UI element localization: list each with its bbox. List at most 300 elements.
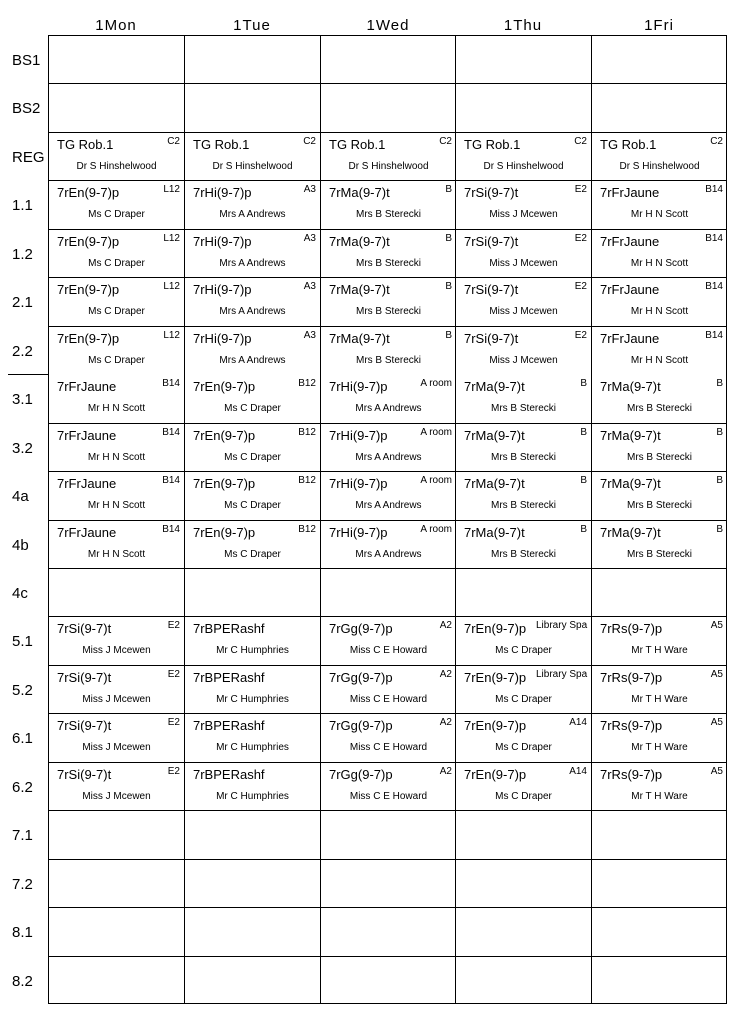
teacher-name: Dr S Hinshelwood — [348, 161, 429, 172]
room-label: B — [580, 475, 587, 486]
lesson-cell — [49, 133, 184, 181]
teacher-name: Ms C Draper — [495, 694, 552, 705]
subject-label: 7rSi(9-7)t — [464, 282, 519, 297]
teacher-name: Mrs A Andrews — [355, 452, 422, 463]
subject-label: 7rRs(9-7)p — [600, 621, 663, 636]
teacher-name: Mrs A Andrews — [355, 549, 422, 560]
subject-label: 7rSi(9-7)t — [57, 767, 112, 782]
room-label: A room — [420, 475, 452, 486]
empty-cell — [321, 811, 456, 859]
teacher-name: Mrs A Andrews — [219, 209, 286, 220]
teacher-name: Dr S Hinshelwood — [76, 161, 157, 172]
room-label: E2 — [167, 717, 180, 728]
room-label: A room — [420, 378, 452, 389]
period-label: 4b — [12, 537, 29, 554]
teacher-name: Mrs B Sterecki — [490, 549, 556, 560]
day-header: 1Fri — [644, 17, 674, 34]
teacher-name: Dr S Hinshelwood — [212, 161, 293, 172]
empty-cell — [456, 908, 591, 956]
room-label: E2 — [167, 620, 180, 631]
subject-label: 7rBPERashf — [193, 621, 265, 636]
lesson-cell — [456, 763, 591, 811]
room-label: A2 — [439, 717, 452, 728]
subject-label: 7rMa(9-7)t — [464, 428, 525, 443]
lesson-cell — [49, 666, 184, 714]
subject-label: 7rRs(9-7)p — [600, 670, 663, 685]
teacher-name: Dr S Hinshelwood — [619, 161, 700, 172]
lesson-cell — [321, 230, 456, 278]
room-label: A3 — [303, 184, 316, 195]
room-label: C2 — [439, 136, 452, 147]
lesson-cell — [321, 521, 456, 569]
room-label: C2 — [303, 136, 316, 147]
subject-label: 7rEn(9-7)p — [464, 621, 527, 636]
teacher-name: Mrs B Sterecki — [490, 452, 556, 463]
teacher-name: Mrs B Sterecki — [355, 209, 421, 220]
teacher-name: Mrs B Sterecki — [626, 500, 692, 511]
room-label: E2 — [574, 330, 587, 341]
subject-label: 7rMa(9-7)t — [329, 282, 390, 297]
teacher-name: Mr H N Scott — [630, 306, 689, 317]
lesson-cell — [592, 521, 727, 569]
subject-label: TG Rob.1 — [57, 137, 114, 152]
subject-label: 7rFrJaune — [600, 185, 660, 200]
subject-label: 7rSi(9-7)t — [57, 670, 112, 685]
subject-label: TG Rob.1 — [193, 137, 250, 152]
subject-label: 7rSi(9-7)t — [57, 621, 112, 636]
subject-label: 7rFrJaune — [600, 282, 660, 297]
teacher-name: Mrs B Sterecki — [355, 355, 421, 366]
room-label: B14 — [705, 233, 723, 244]
empty-cell — [321, 84, 456, 132]
period-label: 1.1 — [12, 197, 33, 214]
teacher-name: Ms C Draper — [495, 742, 552, 753]
lesson-cell — [456, 327, 591, 375]
room-label: A2 — [439, 669, 452, 680]
subject-label: 7rSi(9-7)t — [57, 718, 112, 733]
empty-cell — [185, 908, 320, 956]
teacher-name: Mrs B Sterecki — [626, 452, 692, 463]
teacher-name: Ms C Draper — [88, 355, 145, 366]
period-label: 6.1 — [12, 730, 33, 747]
lesson-cell — [185, 278, 320, 326]
subject-label: TG Rob.1 — [464, 137, 521, 152]
subject-label: 7rHi(9-7)p — [193, 331, 252, 346]
teacher-name: Ms C Draper — [88, 258, 145, 269]
subject-label: 7rHi(9-7)p — [193, 234, 252, 249]
lesson-cell — [592, 666, 727, 714]
subject-label: 7rGg(9-7)p — [329, 670, 393, 685]
lesson-cell — [592, 375, 727, 423]
lesson-cell — [185, 181, 320, 229]
room-label: B12 — [298, 475, 316, 486]
empty-cell — [321, 957, 456, 1005]
room-label: A2 — [439, 620, 452, 631]
teacher-name: Mr H N Scott — [87, 549, 146, 560]
subject-label: 7rMa(9-7)t — [329, 234, 390, 249]
period-label: 8.2 — [12, 973, 33, 990]
subject-label: 7rEn(9-7)p — [464, 670, 527, 685]
teacher-name: Miss C E Howard — [349, 694, 428, 705]
teacher-name: Miss J Mcewen — [82, 694, 151, 705]
subject-label: 7rEn(9-7)p — [57, 234, 120, 249]
room-label: L12 — [163, 281, 180, 292]
room-label: B — [716, 378, 723, 389]
room-label: A3 — [303, 281, 316, 292]
teacher-name: Miss J Mcewen — [82, 645, 151, 656]
lesson-cell — [592, 133, 727, 181]
subject-label: 7rBPERashf — [193, 718, 265, 733]
lesson-cell — [49, 181, 184, 229]
room-label: A5 — [710, 620, 723, 631]
empty-cell — [321, 860, 456, 908]
teacher-name: Mrs A Andrews — [355, 500, 422, 511]
empty-cell — [321, 36, 456, 84]
room-label: Library Spa — [536, 669, 588, 680]
period-label: 1.2 — [12, 246, 33, 263]
period-label: 5.1 — [12, 633, 33, 650]
empty-cell — [185, 860, 320, 908]
room-label: C2 — [574, 136, 587, 147]
lesson-cell — [49, 327, 184, 375]
room-label: L12 — [163, 233, 180, 244]
subject-label: 7rEn(9-7)p — [57, 185, 120, 200]
period-label: 5.2 — [12, 682, 33, 699]
lesson-cell — [185, 327, 320, 375]
teacher-name: Miss J Mcewen — [82, 791, 151, 802]
room-label: L12 — [163, 184, 180, 195]
teacher-name: Ms C Draper — [495, 645, 552, 656]
lesson-cell — [185, 424, 320, 472]
subject-label: 7rFrJaune — [57, 428, 117, 443]
period-label: 7.2 — [12, 876, 33, 893]
lesson-cell — [592, 181, 727, 229]
teacher-name: Mr H N Scott — [87, 403, 146, 414]
lesson-cell — [185, 763, 320, 811]
teacher-name: Mrs B Sterecki — [355, 258, 421, 269]
room-label: E2 — [574, 233, 587, 244]
lesson-cell — [49, 472, 184, 520]
room-label: B12 — [298, 427, 316, 438]
room-label: A3 — [303, 330, 316, 341]
room-label: A5 — [710, 669, 723, 680]
period-label: 8.1 — [12, 924, 33, 941]
room-label: B12 — [298, 378, 316, 389]
teacher-name: Ms C Draper — [88, 209, 145, 220]
room-label: L12 — [163, 330, 180, 341]
room-label: A5 — [710, 717, 723, 728]
room-label: A room — [420, 427, 452, 438]
day-header: 1Wed — [366, 17, 410, 34]
lesson-cell — [456, 133, 591, 181]
room-label: B — [580, 524, 587, 535]
subject-label: 7rMa(9-7)t — [329, 331, 390, 346]
teacher-name: Mrs A Andrews — [355, 403, 422, 414]
lesson-cell — [592, 714, 727, 762]
lesson-cell — [456, 472, 591, 520]
room-label: C2 — [167, 136, 180, 147]
room-label: A5 — [710, 766, 723, 777]
room-label: A2 — [439, 766, 452, 777]
lesson-cell — [456, 375, 591, 423]
subject-label: 7rRs(9-7)p — [600, 718, 663, 733]
lesson-cell — [456, 666, 591, 714]
room-label: B14 — [162, 427, 180, 438]
period-label: 2.1 — [12, 294, 33, 311]
empty-cell — [185, 811, 320, 859]
teacher-name: Miss J Mcewen — [489, 209, 558, 220]
subject-label: 7rEn(9-7)p — [57, 331, 120, 346]
room-label: B14 — [705, 184, 723, 195]
teacher-name: Mr C Humphries — [216, 694, 289, 705]
subject-label: 7rEn(9-7)p — [57, 282, 120, 297]
subject-label: 7rMa(9-7)t — [329, 185, 390, 200]
subject-label: 7rEn(9-7)p — [464, 767, 527, 782]
room-label: E2 — [574, 184, 587, 195]
empty-cell — [49, 811, 184, 859]
period-label: 3.2 — [12, 440, 33, 457]
subject-label: 7rMa(9-7)t — [600, 379, 661, 394]
lesson-cell — [185, 230, 320, 278]
period-label: 7.1 — [12, 827, 33, 844]
lesson-cell — [185, 521, 320, 569]
empty-cell — [456, 811, 591, 859]
subject-label: 7rBPERashf — [193, 767, 265, 782]
room-label: B — [716, 475, 723, 486]
room-label: B — [445, 233, 452, 244]
subject-label: TG Rob.1 — [329, 137, 386, 152]
teacher-name: Mr H N Scott — [87, 452, 146, 463]
teacher-name: Mrs B Sterecki — [355, 306, 421, 317]
empty-cell — [185, 957, 320, 1005]
lesson-cell — [321, 472, 456, 520]
teacher-name: Ms C Draper — [88, 306, 145, 317]
subject-label: 7rHi(9-7)p — [329, 476, 388, 491]
lesson-cell — [49, 424, 184, 472]
row-divider — [8, 374, 48, 375]
period-label: 4a — [12, 488, 29, 505]
subject-label: 7rSi(9-7)t — [464, 331, 519, 346]
subject-label: 7rEn(9-7)p — [193, 428, 256, 443]
subject-label: 7rFrJaune — [57, 476, 117, 491]
lesson-cell — [456, 424, 591, 472]
subject-label: 7rGg(9-7)p — [329, 621, 393, 636]
room-label: E2 — [167, 669, 180, 680]
empty-cell — [592, 84, 727, 132]
room-label: A14 — [569, 717, 587, 728]
subject-label: 7rBPERashf — [193, 670, 265, 685]
teacher-name: Mr T H Ware — [631, 742, 688, 753]
empty-cell — [49, 84, 184, 132]
lesson-cell — [321, 133, 456, 181]
subject-label: 7rMa(9-7)t — [600, 428, 661, 443]
teacher-name: Mr T H Ware — [631, 645, 688, 656]
empty-cell — [321, 908, 456, 956]
teacher-name: Dr S Hinshelwood — [483, 161, 564, 172]
lesson-cell — [49, 763, 184, 811]
teacher-name: Mr H N Scott — [630, 355, 689, 366]
room-label: Library Spa — [536, 620, 588, 631]
room-label: B — [716, 524, 723, 535]
teacher-name: Ms C Draper — [495, 791, 552, 802]
room-label: C2 — [710, 136, 723, 147]
teacher-name: Mrs B Sterecki — [626, 403, 692, 414]
teacher-name: Mrs B Sterecki — [626, 549, 692, 560]
teacher-name: Ms C Draper — [224, 403, 281, 414]
subject-label: 7rEn(9-7)p — [193, 476, 256, 491]
teacher-name: Miss J Mcewen — [82, 742, 151, 753]
subject-label: 7rHi(9-7)p — [193, 185, 252, 200]
subject-label: 7rFrJaune — [600, 234, 660, 249]
lesson-cell — [456, 181, 591, 229]
subject-label: 7rFrJaune — [57, 525, 117, 540]
teacher-name: Mr C Humphries — [216, 645, 289, 656]
subject-label: 7rGg(9-7)p — [329, 718, 393, 733]
lesson-cell — [49, 278, 184, 326]
room-label: B — [580, 427, 587, 438]
subject-label: 7rRs(9-7)p — [600, 767, 663, 782]
lesson-cell — [456, 617, 591, 665]
lesson-cell — [185, 472, 320, 520]
subject-label: 7rEn(9-7)p — [193, 379, 256, 394]
empty-cell — [49, 36, 184, 84]
teacher-name: Mr C Humphries — [216, 742, 289, 753]
lesson-cell — [592, 472, 727, 520]
subject-label: 7rEn(9-7)p — [464, 718, 527, 733]
empty-cell — [185, 569, 320, 617]
lesson-cell — [321, 375, 456, 423]
empty-cell — [592, 908, 727, 956]
empty-cell — [592, 811, 727, 859]
room-label: E2 — [167, 766, 180, 777]
room-label: E2 — [574, 281, 587, 292]
lesson-cell — [321, 617, 456, 665]
day-header: 1Thu — [503, 17, 543, 34]
room-label: B — [580, 378, 587, 389]
empty-cell — [456, 569, 591, 617]
lesson-cell — [49, 375, 184, 423]
empty-cell — [592, 957, 727, 1005]
teacher-name: Mrs B Sterecki — [490, 403, 556, 414]
empty-cell — [592, 860, 727, 908]
teacher-name: Ms C Draper — [224, 500, 281, 511]
empty-cell — [49, 957, 184, 1005]
empty-cell — [456, 36, 591, 84]
room-label: B12 — [298, 524, 316, 535]
subject-label: 7rGg(9-7)p — [329, 767, 393, 782]
empty-cell — [456, 957, 591, 1005]
subject-label: 7rHi(9-7)p — [329, 428, 388, 443]
teacher-name: Ms C Draper — [224, 549, 281, 560]
subject-label: 7rMa(9-7)t — [464, 379, 525, 394]
period-label: 6.2 — [12, 779, 33, 796]
lesson-cell — [321, 327, 456, 375]
lesson-cell — [592, 327, 727, 375]
teacher-name: Miss J Mcewen — [489, 355, 558, 366]
lesson-cell — [49, 714, 184, 762]
teacher-name: Mr C Humphries — [216, 791, 289, 802]
teacher-name: Mr T H Ware — [631, 694, 688, 705]
teacher-name: Mrs A Andrews — [219, 355, 286, 366]
lesson-cell — [456, 714, 591, 762]
lesson-cell — [592, 617, 727, 665]
lesson-cell — [592, 230, 727, 278]
lesson-cell — [321, 763, 456, 811]
day-header: 1Tue — [233, 17, 271, 34]
subject-label: 7rMa(9-7)t — [464, 476, 525, 491]
room-label: B — [716, 427, 723, 438]
lesson-cell — [185, 133, 320, 181]
teacher-name: Miss J Mcewen — [489, 258, 558, 269]
lesson-cell — [49, 230, 184, 278]
teacher-name: Mrs A Andrews — [219, 258, 286, 269]
period-label: REG — [12, 149, 45, 166]
room-label: B14 — [162, 378, 180, 389]
teacher-name: Miss C E Howard — [349, 742, 428, 753]
empty-cell — [49, 908, 184, 956]
teacher-name: Mrs B Sterecki — [490, 500, 556, 511]
teacher-name: Miss J Mcewen — [489, 306, 558, 317]
empty-cell — [49, 569, 184, 617]
subject-label: 7rHi(9-7)p — [193, 282, 252, 297]
empty-cell — [49, 860, 184, 908]
empty-cell — [185, 36, 320, 84]
lesson-cell — [321, 424, 456, 472]
room-label: A14 — [569, 766, 587, 777]
room-label: B14 — [162, 524, 180, 535]
teacher-name: Ms C Draper — [224, 452, 281, 463]
subject-label: 7rSi(9-7)t — [464, 185, 519, 200]
subject-label: 7rMa(9-7)t — [600, 525, 661, 540]
lesson-cell — [185, 617, 320, 665]
empty-cell — [321, 569, 456, 617]
lesson-cell — [185, 666, 320, 714]
period-label: 4c — [12, 585, 28, 602]
period-label: BS1 — [12, 52, 41, 69]
empty-cell — [456, 84, 591, 132]
lesson-cell — [321, 278, 456, 326]
lesson-cell — [592, 424, 727, 472]
subject-label: TG Rob.1 — [600, 137, 657, 152]
room-label: A3 — [303, 233, 316, 244]
subject-label: 7rMa(9-7)t — [464, 525, 525, 540]
teacher-name: Mr H N Scott — [630, 258, 689, 269]
teacher-name: Miss C E Howard — [349, 791, 428, 802]
lesson-cell — [321, 714, 456, 762]
lesson-cell — [456, 278, 591, 326]
teacher-name: Mr T H Ware — [631, 791, 688, 802]
teacher-name: Mr H N Scott — [87, 500, 146, 511]
lesson-cell — [185, 714, 320, 762]
empty-cell — [592, 36, 727, 84]
room-label: B — [445, 281, 452, 292]
subject-label: 7rHi(9-7)p — [329, 525, 388, 540]
period-label: 3.1 — [12, 391, 33, 408]
subject-label: 7rHi(9-7)p — [329, 379, 388, 394]
subject-label: 7rEn(9-7)p — [193, 525, 256, 540]
lesson-cell — [49, 521, 184, 569]
room-label: B14 — [705, 281, 723, 292]
teacher-name: Mr H N Scott — [630, 209, 689, 220]
lesson-cell — [456, 230, 591, 278]
lesson-cell — [321, 181, 456, 229]
period-label: BS2 — [12, 100, 41, 117]
lesson-cell — [185, 375, 320, 423]
room-label: B — [445, 330, 452, 341]
room-label: A room — [420, 524, 452, 535]
room-label: B14 — [705, 330, 723, 341]
subject-label: 7rFrJaune — [600, 331, 660, 346]
